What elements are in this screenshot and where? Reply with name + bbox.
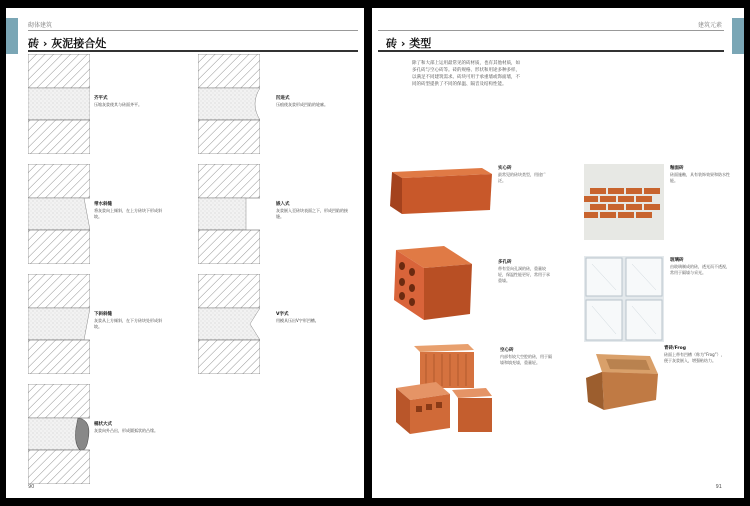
joint-caption: V字式 用模具压出V字形凹槽。 xyxy=(276,312,319,323)
page-number: 91 xyxy=(715,484,722,490)
divider xyxy=(378,30,724,31)
glass-block-image xyxy=(584,256,664,342)
hollow-brick-image xyxy=(390,342,496,438)
joint-diagram-recessed xyxy=(198,164,260,264)
joint-diagram-struck xyxy=(28,274,90,374)
section-tab xyxy=(732,18,744,54)
frog-brick-image xyxy=(584,350,660,414)
title-rule xyxy=(378,50,724,52)
glazed-brick-wall-image xyxy=(584,164,664,240)
page-number: 90 xyxy=(28,484,35,490)
section-label: 建筑元素 xyxy=(697,22,722,29)
joint-diagram-v xyxy=(198,274,260,374)
type-caption: 实心砖 最常见的砖块类型，用途广泛。 xyxy=(498,166,546,183)
joint-caption: 齐平式 压缩灰浆使其与砖面齐平。 xyxy=(94,96,142,107)
joint-diagram-weathered xyxy=(28,164,90,264)
intro-paragraph: 除了和大部上运用最常见的砖材质，也有其他材质，如多孔砖与空心砖等。砖的规格、形状和用途多种多样，以满足不同建筑需求。砖块可用于承重墙或饰面墙，不同的砖型提供了不同的保温、隔音及结构性能。 xyxy=(412,61,520,87)
type-caption: 多孔砖 带有竖向孔洞的砖，重量较轻，保温性能更好，常用于承重墙。 xyxy=(498,260,550,283)
page-title: 砖 › 类型 xyxy=(386,37,432,50)
joint-diagram-flush xyxy=(28,54,90,154)
joint-caption: 凹进式 压痕使灰浆形成凹陷的轮廓。 xyxy=(276,96,328,107)
joint-caption: 嵌入式 灰浆嵌入至砖块表面之下，形成凹陷的接缝。 xyxy=(276,202,348,219)
solid-brick-image xyxy=(384,164,494,218)
joint-caption: 桶状大式 灰浆向外凸出，形成圆弧状的凸缘。 xyxy=(94,422,158,433)
left-page xyxy=(6,8,364,498)
joint-diagram-concave xyxy=(198,54,260,154)
joint-caption: 带水斜缝 将灰浆向上倾斜，在上方砖块下形成斜坡。 xyxy=(94,202,162,219)
joint-diagram-beaded xyxy=(28,384,90,484)
section-label: 砌体建筑 xyxy=(28,22,53,29)
section-tab xyxy=(6,18,18,54)
joint-caption: 下斜斜缝 灰浆从上方倾斜，在下方砖块处形成斜坡。 xyxy=(94,312,162,329)
type-caption: 釉面砖 砖面施釉，具有装饰效果和防水性能。 xyxy=(670,166,730,183)
right-page xyxy=(372,8,744,498)
type-caption: 青砖/Frog 砖面上带有凹槽（称为“Frog”），便于灰浆嵌入，增强粘结力。 xyxy=(664,346,725,363)
title-rule xyxy=(28,50,358,52)
type-caption: 空心砖 内部有较大空腔的砖，用于隔墙和填充墙，重量轻。 xyxy=(500,348,552,365)
divider xyxy=(28,30,358,31)
page-title: 砖 › 灰泥接合处 xyxy=(28,37,107,50)
type-caption: 玻璃砖 由玻璃制成的砖，透光而不透视，常用于隔墙与采光。 xyxy=(670,258,730,275)
perforated-brick-image xyxy=(390,244,476,324)
